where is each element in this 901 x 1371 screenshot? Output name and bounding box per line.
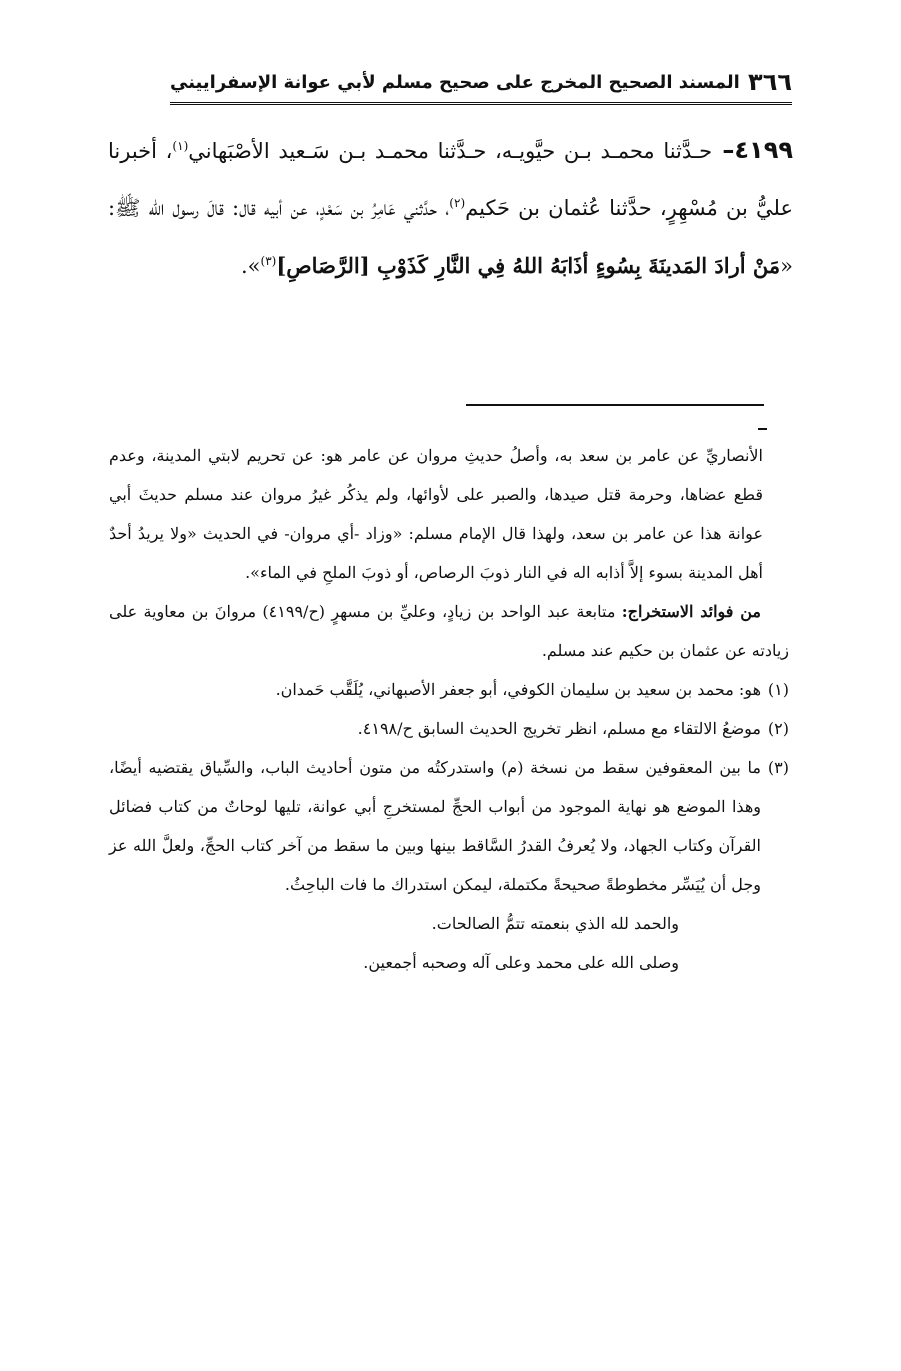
hadith-text	[108, 122, 793, 295]
footnote-3-text: ما بين المعقوفين سقط من نسخة (م) واستدركتُه من متون أحاديث الباب، والسِّياق يقتضيه أيضًا، وهذا الموضع هو نهاية الموجود من أبواب الحجِّ لمستخرجِ أبي عوانة، تليها لوحاتٌ من كتاب فضائل القرآن وكتاب الجهاد، ولا يُعرفُ القدرُ السَّاقط بينها وبين ما سقط من آخر كتاب الحجِّ، ولعلَّ الله عز وجل أن يُيَسِّر مخطوطةً صحيحةً مكتملة، ليمكن استدراك ما فات الباحِثُ.	[109, 758, 761, 894]
footnote-3-mark: (٣)	[767, 758, 789, 777]
footnote-1-mark: (١)	[767, 680, 789, 699]
closing-line-1: والحمد لله الذي بنعمته تتمُّ الصالحات.	[431, 914, 679, 933]
isnad-part-2: ، أخبرنا عليُّ بن مُسْهِرٍ، حدَّثنا عُثمان بن حَكيم	[108, 139, 793, 220]
benefits-label: من فوائد الاستخراج:	[621, 602, 762, 621]
footnote-separator	[466, 404, 764, 406]
footnote-2	[109, 709, 789, 748]
benefits-text: متابعة عبد الواحد بن زيادٍ، وعليِّ بن مسهرٍ (ح/٤١٩٩) مروانَ بن معاوية على زيادته عن عثمان بن حكيم عند مسلم.	[109, 602, 789, 660]
isnad-part-3: ، حدَّثني عَامِرُ بن سَعْدٍ، عن أبيه قال: قالَ رسول الله ﷺ: «	[108, 196, 793, 278]
running-title: المسند الصحيح المخرج على صحيح مسلم لأبي عوانة الإسفراييني	[170, 71, 740, 93]
footnote-1	[109, 670, 789, 709]
hadith-dash: –	[712, 136, 735, 164]
footnote-2-text: موضعُ الالتقاء مع مسلم، انظر تخريج الحديث السابق ح/٤١٩٨.	[357, 719, 761, 738]
hadith-matn: مَنْ أرادَ المَدينَةَ بِسُوءٍ أذَابَهُ اللهُ فِي النَّارِ كَذَوْبِ [الرَّصَاصِ]	[276, 253, 781, 278]
isnad-part-1: حـدَّثنا محمـد بـن حيَّويـه، حـدَّثنا محمـد بـن سَـعيد الأصْبَهاني	[188, 139, 713, 163]
page-number: ٣٦٦	[748, 68, 792, 96]
footnote-1-text: هو: محمد بن سعيد بن سليمان الكوفي، أبو جعفر الأصبهاني، يُلَقَّب حَمدان.	[275, 680, 761, 699]
closing-line-2: وصلى الله على محمد وعلى آله وصحبه أجمعين.	[363, 953, 679, 972]
page-header	[170, 62, 792, 105]
footnote-continuation: الأنصاريِّ عن عامر بن سعد به، وأصلُ حديثِ مروان عن عامر هو: عن تحريم لابتي المدينة، وعدم قطع عضاها، وحرمة قتل صيدها، والصبر على لأوائها، ولم يذكُر غيرُ مروان عند مسلم حديثَ أبي عوانة هذا عن عامر بن سعد، ولهذا قال الإمام مسلم: «وزاد -أي مروان- في الحديث «ولا يريدُ أحدٌ أهل المدينة بسوء إلاَّ أذابه اله في النار ذوبَ الرصاص، أو ذوبَ الملحِ في الماء».	[109, 446, 763, 582]
footnote-ref-1: (١)	[172, 139, 189, 153]
continuation-mark	[758, 428, 767, 430]
hadith-end: ».	[240, 254, 261, 278]
extraction-benefits	[109, 592, 789, 670]
footnote-3	[109, 748, 789, 904]
footnote-ref-2: (٢)	[449, 196, 466, 210]
hadith-number: ٤١٩٩	[734, 136, 793, 164]
footnotes-section	[109, 436, 789, 982]
footnote-2-mark: (٢)	[767, 719, 789, 738]
footnote-ref-3: (٣)	[260, 254, 277, 268]
